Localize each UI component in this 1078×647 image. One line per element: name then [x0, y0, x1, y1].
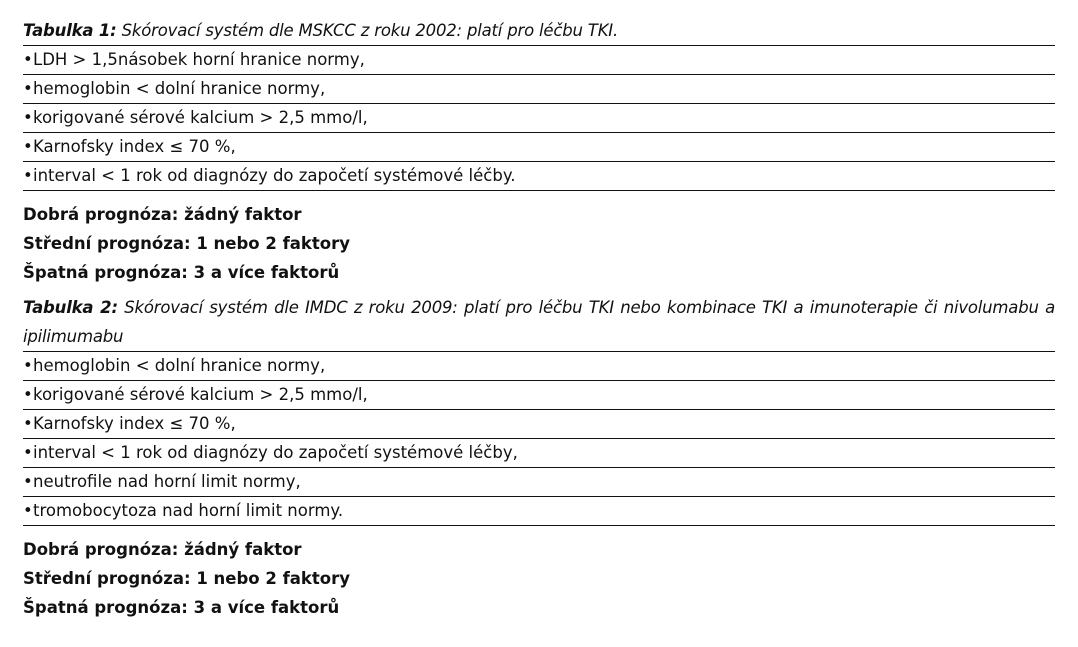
row-text: Karnofsky index ≤ 70 %, — [33, 414, 236, 433]
row-text: neutrofile nad horní limit normy, — [33, 472, 301, 491]
table-2-prognosis — [23, 535, 1055, 622]
table-1-caption-text: Skórovací systém dle MSKCC z roku 2002: platí pro léčbu TKI. — [116, 21, 619, 40]
table-2-caption — [23, 293, 1055, 351]
table-1-prognosis — [23, 200, 1055, 287]
prognosis-good: Dobrá prognóza: žádný faktor — [23, 540, 302, 559]
table-row — [23, 46, 1055, 75]
table-row — [23, 468, 1055, 497]
prognosis-intermediate: Střední prognóza: 1 nebo 2 faktory — [23, 569, 350, 588]
row-text: interval < 1 rok od diagnózy do započetí systémové léčby, — [33, 443, 518, 462]
bullet-glyph: • — [23, 443, 33, 462]
bullet-glyph: • — [23, 108, 33, 127]
bullet-glyph: • — [23, 356, 33, 375]
prognosis-poor: Špatná prognóza: 3 a více faktorů — [23, 263, 340, 282]
bullet-glyph: • — [23, 472, 33, 491]
bullet-glyph: • — [23, 137, 33, 156]
bullet-glyph: • — [23, 501, 33, 520]
table-row — [23, 75, 1055, 104]
row-text: korigované sérové kalcium > 2,5 mmo/l, — [33, 108, 368, 127]
bullet-glyph: • — [23, 50, 33, 69]
prognosis-poor: Špatná prognóza: 3 a více faktorů — [23, 598, 340, 617]
table-1-rows — [23, 45, 1055, 191]
bullet-glyph: • — [23, 166, 33, 185]
row-text: LDH > 1,5násobek horní hranice normy, — [33, 50, 365, 69]
bullet-glyph: • — [23, 414, 33, 433]
table-2-rows — [23, 351, 1055, 526]
table-row — [23, 410, 1055, 439]
bullet-glyph: • — [23, 79, 33, 98]
table-row — [23, 497, 1055, 526]
table-2-caption-text: Skórovací systém dle IMDC z roku 2009: platí pro léčbu TKI nebo kombinace TKI a imunoterapie či nivolumabu a ipilimumabu — [23, 298, 1055, 346]
table-row — [23, 133, 1055, 162]
table-row — [23, 352, 1055, 381]
table-row — [23, 439, 1055, 468]
row-text: Karnofsky index ≤ 70 %, — [33, 137, 236, 156]
table-row — [23, 162, 1055, 191]
row-text: korigované sérové kalcium > 2,5 mmo/l, — [33, 385, 368, 404]
prognosis-good: Dobrá prognóza: žádný faktor — [23, 205, 302, 224]
row-text: tromobocytoza nad horní limit normy. — [33, 501, 344, 520]
prognosis-intermediate: Střední prognóza: 1 nebo 2 faktory — [23, 234, 350, 253]
table-1-caption — [23, 16, 1055, 45]
row-text: hemoglobin < dolní hranice normy, — [33, 79, 326, 98]
table-1 — [23, 16, 1055, 287]
table-row — [23, 381, 1055, 410]
table-1-caption-label: Tabulka 1: — [23, 21, 117, 40]
bullet-glyph: • — [23, 385, 33, 404]
table-row — [23, 104, 1055, 133]
table-2-caption-label: Tabulka 2: — [23, 298, 118, 317]
row-text: hemoglobin < dolní hranice normy, — [33, 356, 326, 375]
table-2 — [23, 293, 1055, 622]
row-text: interval < 1 rok od diagnózy do započetí systémové léčby. — [33, 166, 516, 185]
